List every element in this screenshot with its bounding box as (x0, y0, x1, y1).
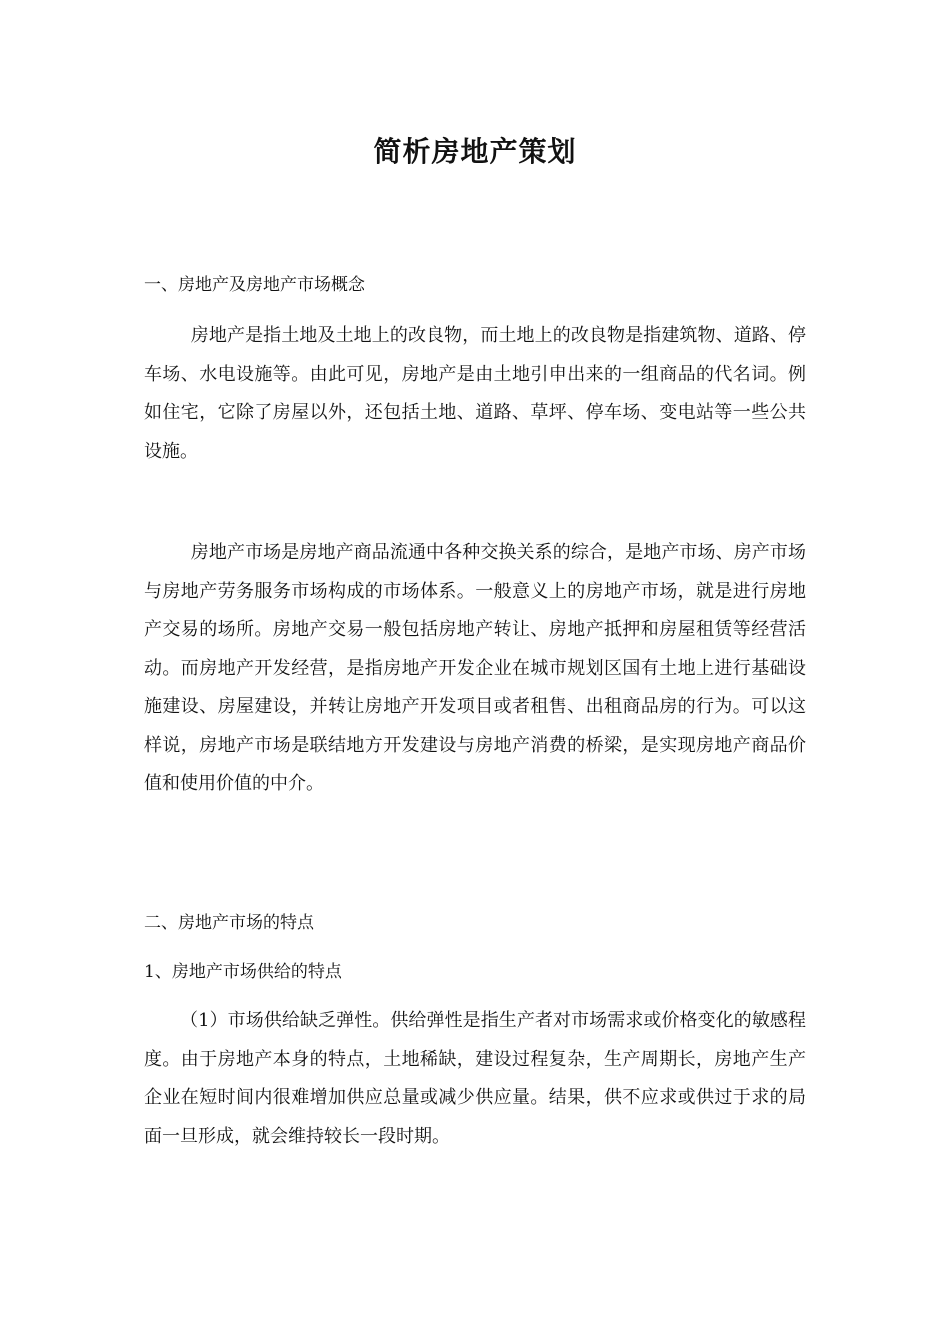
paragraph-2: 房地产市场是房地产商品流通中各种交换关系的综合，是地产市场、房产市场与房地产劳务服务市场构成的市场体系。一般意义上的房地产市场，就是进行房地产交易的场所。房地产交易一般包括房地产转让、房地产抵押和房屋租赁等经营活动。而房地产开发经营，是指房地产开发企业在城市规划区国有土地上进行基础设施建设、房屋建设，并转让房地产开发项目或者租售、出租商品房的行为。可以这样说，房地产市场是联结地方开发建设与房地产消费的桥梁，是实现房地产商品价值和使用价值的中介。 (144, 542, 806, 794)
subsection-heading-1: 1、房地产市场供给的特点 (144, 962, 342, 982)
paragraph-1: 房地产是指土地及土地上的改良物，而土地上的改良物是指建筑物、道路、停车场、水电设施等。由此可见，房地产是由土地引申出来的一组商品的代名词。例如住宅，它除了房屋以外，还包括土地、道路、草坪、停车场、变电站等一些公共设施。 (144, 325, 806, 462)
document-title: 简析房地产策划 (373, 135, 577, 168)
paragraph-3: （1）市场供给缺乏弹性。供给弹性是指生产者对市场需求或价格变化的敏感程度。由于房地产本身的特点，土地稀缺，建设过程复杂，生产周期长，房地产生产企业在短时间内很难增加供应总量或减少供应量。结果，供不应求或供过于求的局面一旦形成，就会维持较长一段时期。 (144, 1010, 806, 1147)
section-heading-2: 二、房地产市场的特点 (144, 913, 314, 933)
section-heading-1: 一、房地产及房地产市场概念 (144, 275, 365, 295)
